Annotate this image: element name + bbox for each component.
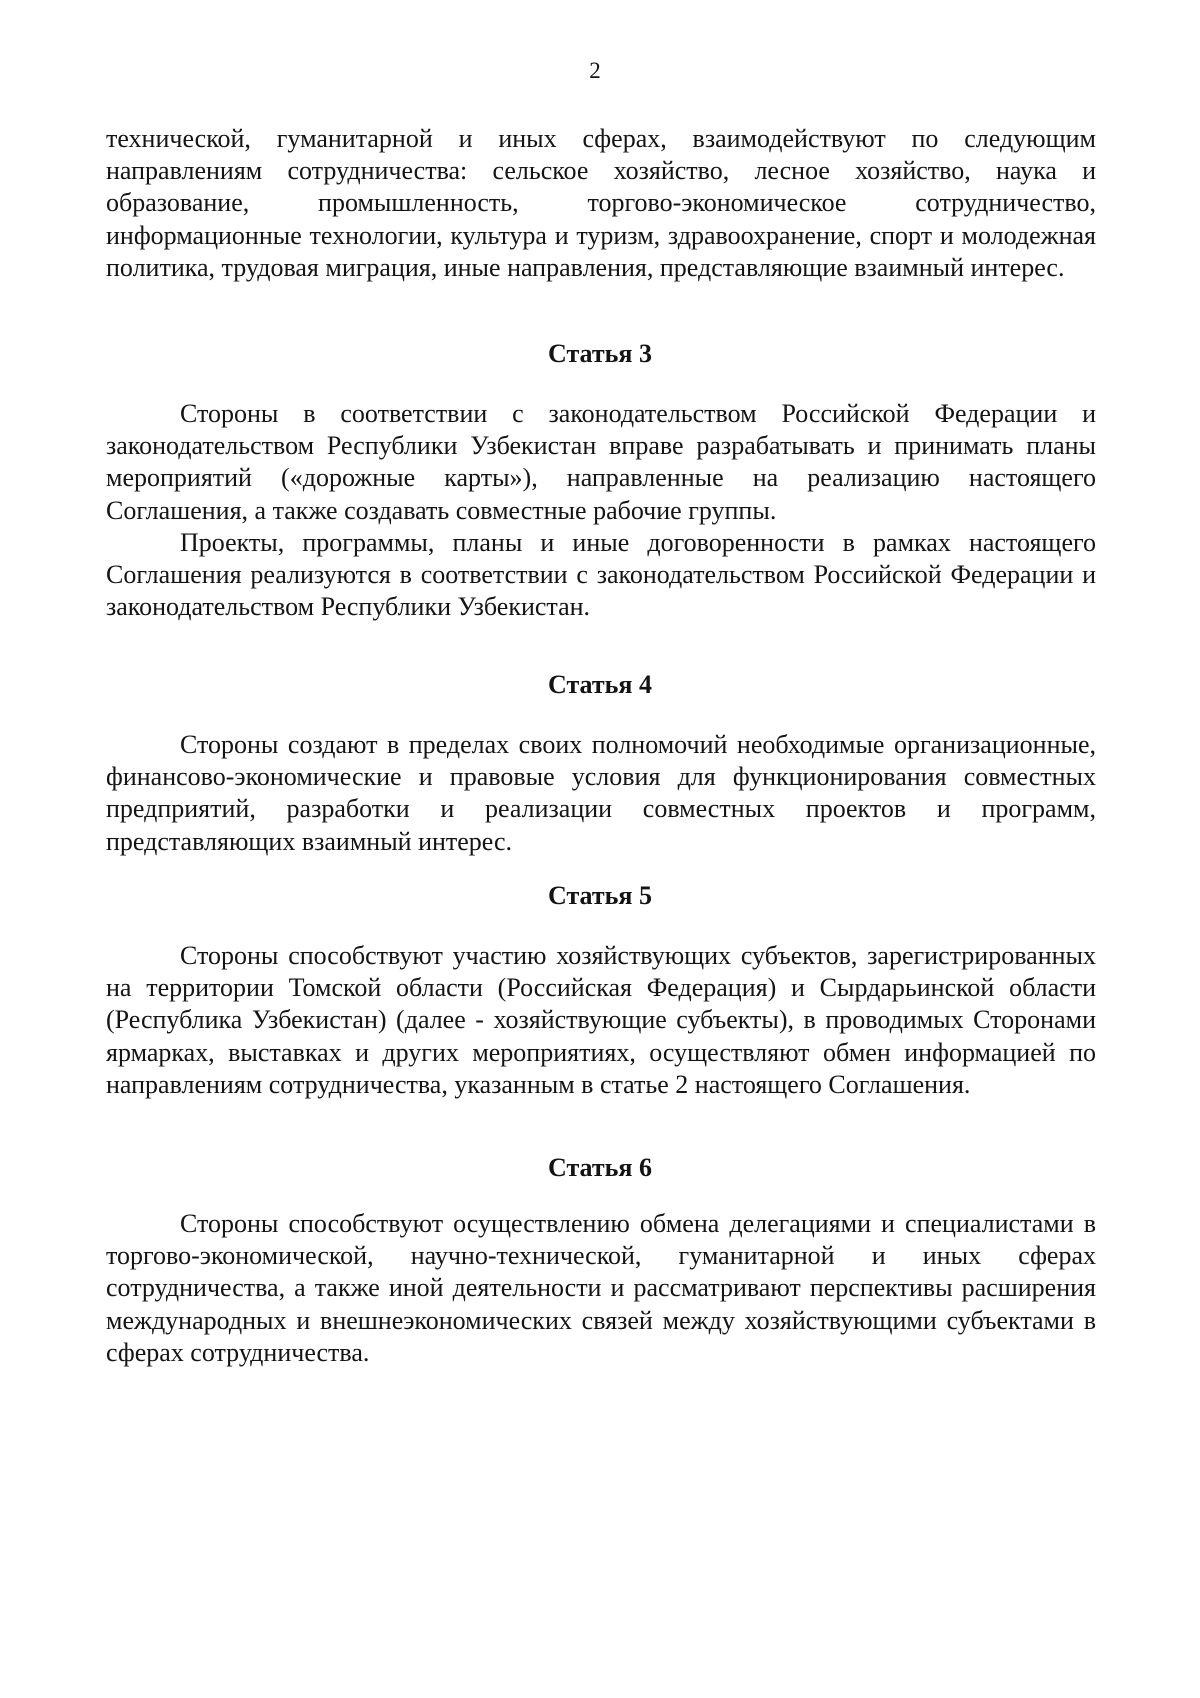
article-3-paragraph-1: Стороны в соответствии с законодательством Российской Федерации и законодательством Республики Узбекистан вправе разрабатывать и принимать планы мероприятий («дорожные карты»), направленные на реализацию настоящего Соглашения, а также создавать совместные рабочие группы. [106,399,1096,525]
page-number: 2 [589,58,601,83]
article-3-paragraph-2: Проекты, программы, планы и иные договоренности в рамках настоящего Соглашения реализуются в соответствии с законодательством Российской Федерации и законодательством Республики Узбекистан. [106,527,1096,622]
article-6-heading: Статья 6 [548,1153,652,1182]
article-3-body [106,398,1096,623]
intro-text [106,123,1096,284]
intro-paragraph: технической, гуманитарной и иных сферах, взаимодействуют по следующим направлениям сотрудничества: сельское хозяйство, лесное хозяйство, наука и образование, промышленность, торгово-экономическое сотрудничество, информационные технологии, культура и туризм, здравоохранение, спорт и молодежная политика, трудовая миграция, иные направления, представляющие взаимный интерес. [106,124,1096,282]
article-4-body [106,729,1096,858]
article-6-paragraph-1: Стороны способствуют осуществлению обмена делегациями и специалистами в торгово-экономической, научно-технической, гуманитарной и иных сферах сотрудничества, а также иной деятельности и рассматривают перспективы расширения международных и внешнеэкономических связей между хозяйствующими субъектами в сферах сотрудничества. [106,1209,1096,1367]
article-6-body [106,1208,1096,1369]
article-3-heading: Статья 3 [548,339,652,368]
article-4-heading: Статья 4 [548,670,652,699]
article-4-paragraph-1: Стороны создают в пределах своих полномочий необходимые организационные, финансово-экономические и правовые условия для функционирования совместных предприятий, разработки и реализации совместных проектов и программ, представляющих взаимный интерес. [106,730,1096,856]
article-5-paragraph-1: Стороны способствуют участию хозяйствующих субъектов, зарегистрированных на территории Томской области (Российская Федерация) и Сырдарьинской области (Республика Узбекистан) (далее - хозяйствующие субъекты), в проводимых Сторонами ярмарках, выставках и других мероприятиях, осуществляют обмен информацией по направлениям сотрудничества, указанным в статье 2 настоящего Соглашения. [106,941,1096,1099]
article-5-body [106,940,1096,1101]
article-5-heading: Статья 5 [548,881,652,910]
